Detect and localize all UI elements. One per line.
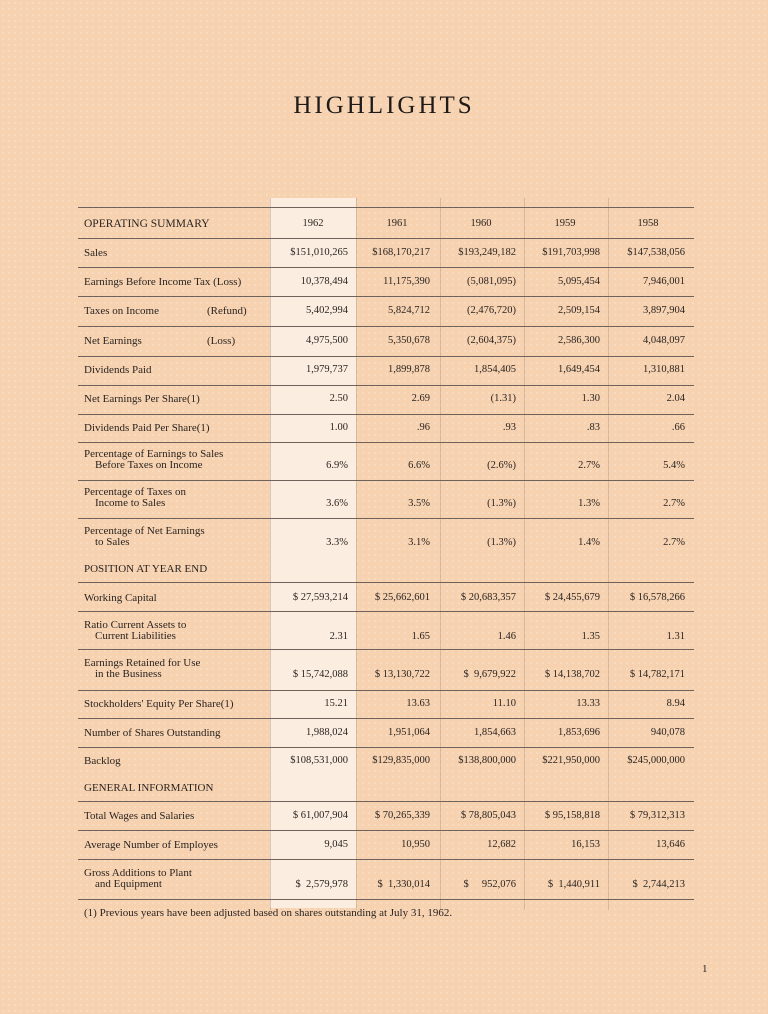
position-value-1958: $245,000,000	[627, 755, 685, 766]
operating-row-rule	[78, 326, 694, 327]
operating-value-1959: .83	[586, 422, 600, 433]
operating-value-1962: 1.00	[329, 422, 348, 433]
operating-value-1962: 4,975,500	[306, 335, 348, 346]
page-number: 1	[702, 963, 708, 975]
operating-value-1958: 7,946,001	[643, 276, 685, 287]
operating-row-label	[84, 487, 186, 509]
operating-value-1960: $193,249,182	[458, 247, 516, 258]
position-row-label: Stockholders' Equity Per Share(1)	[84, 698, 234, 710]
general-value-1958: 13,646	[656, 839, 685, 850]
page-title: HIGHLIGHTS	[293, 92, 475, 119]
general-value-1961: $ 70,265,339	[374, 810, 430, 821]
row-label-line: Percentage of Earnings to Sales	[84, 448, 224, 460]
operating-value-1960: (2.6%)	[487, 460, 516, 471]
position-row-label	[84, 658, 200, 680]
row-label-line: Gross Additions to Plant	[84, 867, 192, 879]
general-value-1958: $ 2,744,213	[632, 879, 685, 890]
operating-value-1958: 1,310,881	[643, 364, 685, 375]
operating-value-1959: 2.7%	[578, 460, 600, 471]
table-header-label: OPERATING SUMMARY	[84, 218, 210, 230]
operating-value-1962: 6.9%	[326, 460, 348, 471]
operating-value-1960: .93	[502, 422, 516, 433]
operating-row-label: Dividends Paid	[84, 364, 152, 376]
operating-value-1962: 1,979,737	[306, 364, 348, 375]
operating-value-1958: 2.04	[666, 393, 685, 404]
operating-value-1961: 5,350,678	[388, 335, 430, 346]
operating-value-1960: (2,476,720)	[467, 305, 516, 316]
position-value-1958: $ 14,782,171	[629, 669, 685, 680]
general-value-1962: 9,045	[324, 839, 348, 850]
operating-value-1962: $151,010,265	[290, 247, 348, 258]
position-value-1958: 940,078	[650, 727, 685, 738]
footnote: (1) Previous years have been adjusted based on shares outstanding at July 31, 1962.	[84, 907, 453, 919]
year-header: 1962	[302, 218, 324, 229]
position-value-1960: $ 20,683,357	[460, 592, 516, 603]
position-value-1958: 1.31	[666, 631, 685, 642]
general-value-1962: $ 2,579,978	[295, 879, 348, 890]
position-value-1960: 11.10	[492, 698, 516, 709]
position-row-rule	[78, 747, 694, 748]
general-value-1959: 16,153	[571, 839, 600, 850]
position-row-rule	[78, 611, 694, 612]
position-value-1959: 1,853,696	[558, 727, 600, 738]
operating-value-1961: .96	[416, 422, 430, 433]
operating-row-rule	[78, 385, 694, 386]
general-value-1959: $ 1,440,911	[547, 879, 600, 890]
operating-row-label: Sales	[84, 247, 108, 259]
year-header: 1961	[386, 218, 408, 229]
position-row-label: Working Capital	[84, 592, 157, 604]
operating-row-label: Net Earnings Per Share(1)	[84, 393, 200, 405]
operating-value-1961: 11,175,390	[383, 276, 430, 287]
general-value-1959: $ 95,158,818	[544, 810, 600, 821]
operating-value-1959: 1.30	[581, 393, 600, 404]
position-value-1962: $ 15,742,088	[292, 669, 348, 680]
operating-value-1962: 5,402,994	[306, 305, 348, 316]
general-row-label: Total Wages and Salaries	[84, 810, 195, 822]
operating-row-rule	[78, 267, 694, 268]
position-value-1960: $ 9,679,922	[463, 669, 516, 680]
position-row-label: Number of Shares Outstanding	[84, 727, 221, 739]
operating-value-1959: 2,509,154	[558, 305, 600, 316]
operating-row-label	[84, 526, 205, 548]
operating-row-rule	[78, 356, 694, 357]
operating-row-rule	[78, 442, 694, 443]
operating-row-rule	[78, 414, 694, 415]
row-label-line: Percentage of Net Earnings	[84, 525, 205, 537]
operating-row-note: (Loss)	[207, 335, 236, 347]
operating-value-1958: 3,897,904	[643, 305, 685, 316]
year-header: 1959	[554, 218, 576, 229]
position-value-1961: 13.63	[406, 698, 430, 709]
operating-value-1959: 5,095,454	[558, 276, 600, 287]
operating-value-1961: 3.5%	[408, 498, 430, 509]
operating-value-1961: 6.6%	[408, 460, 430, 471]
row-label-line: and Equipment	[95, 878, 162, 890]
operating-value-1962: 10,378,494	[300, 276, 348, 287]
row-label-line: Income to Sales	[95, 497, 166, 509]
operating-value-1958: 2.7%	[663, 498, 685, 509]
operating-value-1961: $168,170,217	[372, 247, 430, 258]
position-row-rule	[78, 690, 694, 691]
operating-value-1958: 2.7%	[663, 537, 685, 548]
operating-value-1958: $147,538,056	[627, 247, 685, 258]
operating-row-rule	[78, 480, 694, 481]
section-heading-position: POSITION AT YEAR END	[84, 563, 208, 575]
position-value-1962: $108,531,000	[290, 755, 348, 766]
operating-value-1958: 4,048,097	[643, 335, 685, 346]
position-value-1958: 8.94	[666, 698, 685, 709]
position-value-1962: 1,988,024	[306, 727, 348, 738]
position-value-1962: 2.31	[329, 631, 348, 642]
operating-value-1959: 2,586,300	[558, 335, 600, 346]
general-value-1958: $ 79,312,313	[629, 810, 685, 821]
general-row-label: Average Number of Employes	[84, 839, 218, 851]
position-top-rule	[78, 582, 694, 583]
position-value-1960: $138,800,000	[458, 755, 516, 766]
position-row-label	[84, 620, 186, 642]
operating-value-1960: (5,081,095)	[467, 276, 516, 287]
operating-row-label	[84, 449, 223, 471]
general-row-rule	[78, 859, 694, 860]
operating-value-1960: 1,854,405	[474, 364, 516, 375]
section-heading-general: GENERAL INFORMATION	[84, 782, 214, 794]
operating-row-label: Dividends Paid Per Share(1)	[84, 422, 210, 434]
operating-value-1960: (2,604,375)	[467, 335, 516, 346]
position-value-1961: 1.65	[411, 631, 430, 642]
operating-row-label: Earnings Before Income Tax (Loss)	[84, 276, 242, 288]
general-value-1961: 10,950	[401, 839, 430, 850]
position-value-1961: $ 13,130,722	[374, 669, 430, 680]
position-value-1961: $129,835,000	[372, 755, 430, 766]
position-value-1962: $ 27,593,214	[292, 592, 348, 603]
position-value-1960: 1,854,663	[474, 727, 516, 738]
position-value-1959: 1.35	[581, 631, 600, 642]
general-row-label	[84, 868, 192, 890]
general-row-rule	[78, 899, 694, 900]
operating-value-1962: 3.3%	[326, 537, 348, 548]
operating-value-1961: 5,824,712	[388, 305, 430, 316]
position-value-1959: $221,950,000	[542, 755, 600, 766]
operating-value-1959: 1.4%	[578, 537, 600, 548]
operating-value-1958: 5.4%	[663, 460, 685, 471]
operating-row-note: (Refund)	[207, 305, 247, 317]
general-value-1960: 12,682	[487, 839, 516, 850]
row-label-line: in the Business	[95, 668, 162, 680]
table-header-rule	[78, 238, 694, 239]
general-row-rule	[78, 830, 694, 831]
position-value-1959: $ 24,455,679	[544, 592, 600, 603]
general-value-1960: $ 78,805,043	[460, 810, 516, 821]
operating-value-1959: 1,649,454	[558, 364, 600, 375]
operating-value-1962: 3.6%	[326, 498, 348, 509]
operating-value-1961: 1,899,878	[388, 364, 430, 375]
operating-row-rule	[78, 296, 694, 297]
operating-value-1960: (1.3%)	[487, 537, 516, 548]
operating-value-1962: 2.50	[329, 393, 348, 404]
position-value-1959: $ 14,138,702	[544, 669, 600, 680]
operating-value-1959: $191,703,998	[542, 247, 600, 258]
operating-value-1961: 2.69	[411, 393, 430, 404]
row-label-line: Ratio Current Assets to	[84, 619, 187, 631]
operating-row-label: Taxes on Income	[84, 305, 159, 317]
operating-value-1958: .66	[671, 422, 685, 433]
operating-value-1959: 1.3%	[578, 498, 600, 509]
operating-value-1960: (1.3%)	[487, 498, 516, 509]
general-top-rule	[78, 801, 694, 802]
general-value-1961: $ 1,330,014	[377, 879, 430, 890]
row-label-line: Earnings Retained for Use	[84, 657, 201, 669]
table-top-rule	[78, 207, 694, 208]
position-value-1961: $ 25,662,601	[374, 592, 430, 603]
operating-value-1961: 3.1%	[408, 537, 430, 548]
position-row-rule	[78, 649, 694, 650]
operating-row-rule	[78, 518, 694, 519]
operating-row-label: Net Earnings	[84, 335, 142, 347]
position-row-rule	[78, 718, 694, 719]
position-value-1959: 13.33	[576, 698, 600, 709]
general-value-1960: $ 952,076	[463, 879, 516, 890]
row-label-line: Percentage of Taxes on	[84, 486, 186, 498]
row-label-line: Before Taxes on Income	[95, 459, 203, 471]
year-header: 1958	[637, 218, 659, 229]
operating-value-1960: (1.31)	[490, 393, 516, 404]
row-label-line: Current Liabilities	[95, 630, 176, 642]
position-row-label: Backlog	[84, 755, 121, 767]
row-label-line: to Sales	[95, 536, 130, 548]
position-value-1960: 1.46	[497, 631, 516, 642]
position-value-1962: 15.21	[324, 698, 348, 709]
general-value-1962: $ 61,007,904	[292, 810, 348, 821]
year-header: 1960	[470, 218, 492, 229]
position-value-1961: 1,951,064	[388, 727, 430, 738]
position-value-1958: $ 16,578,266	[629, 592, 685, 603]
